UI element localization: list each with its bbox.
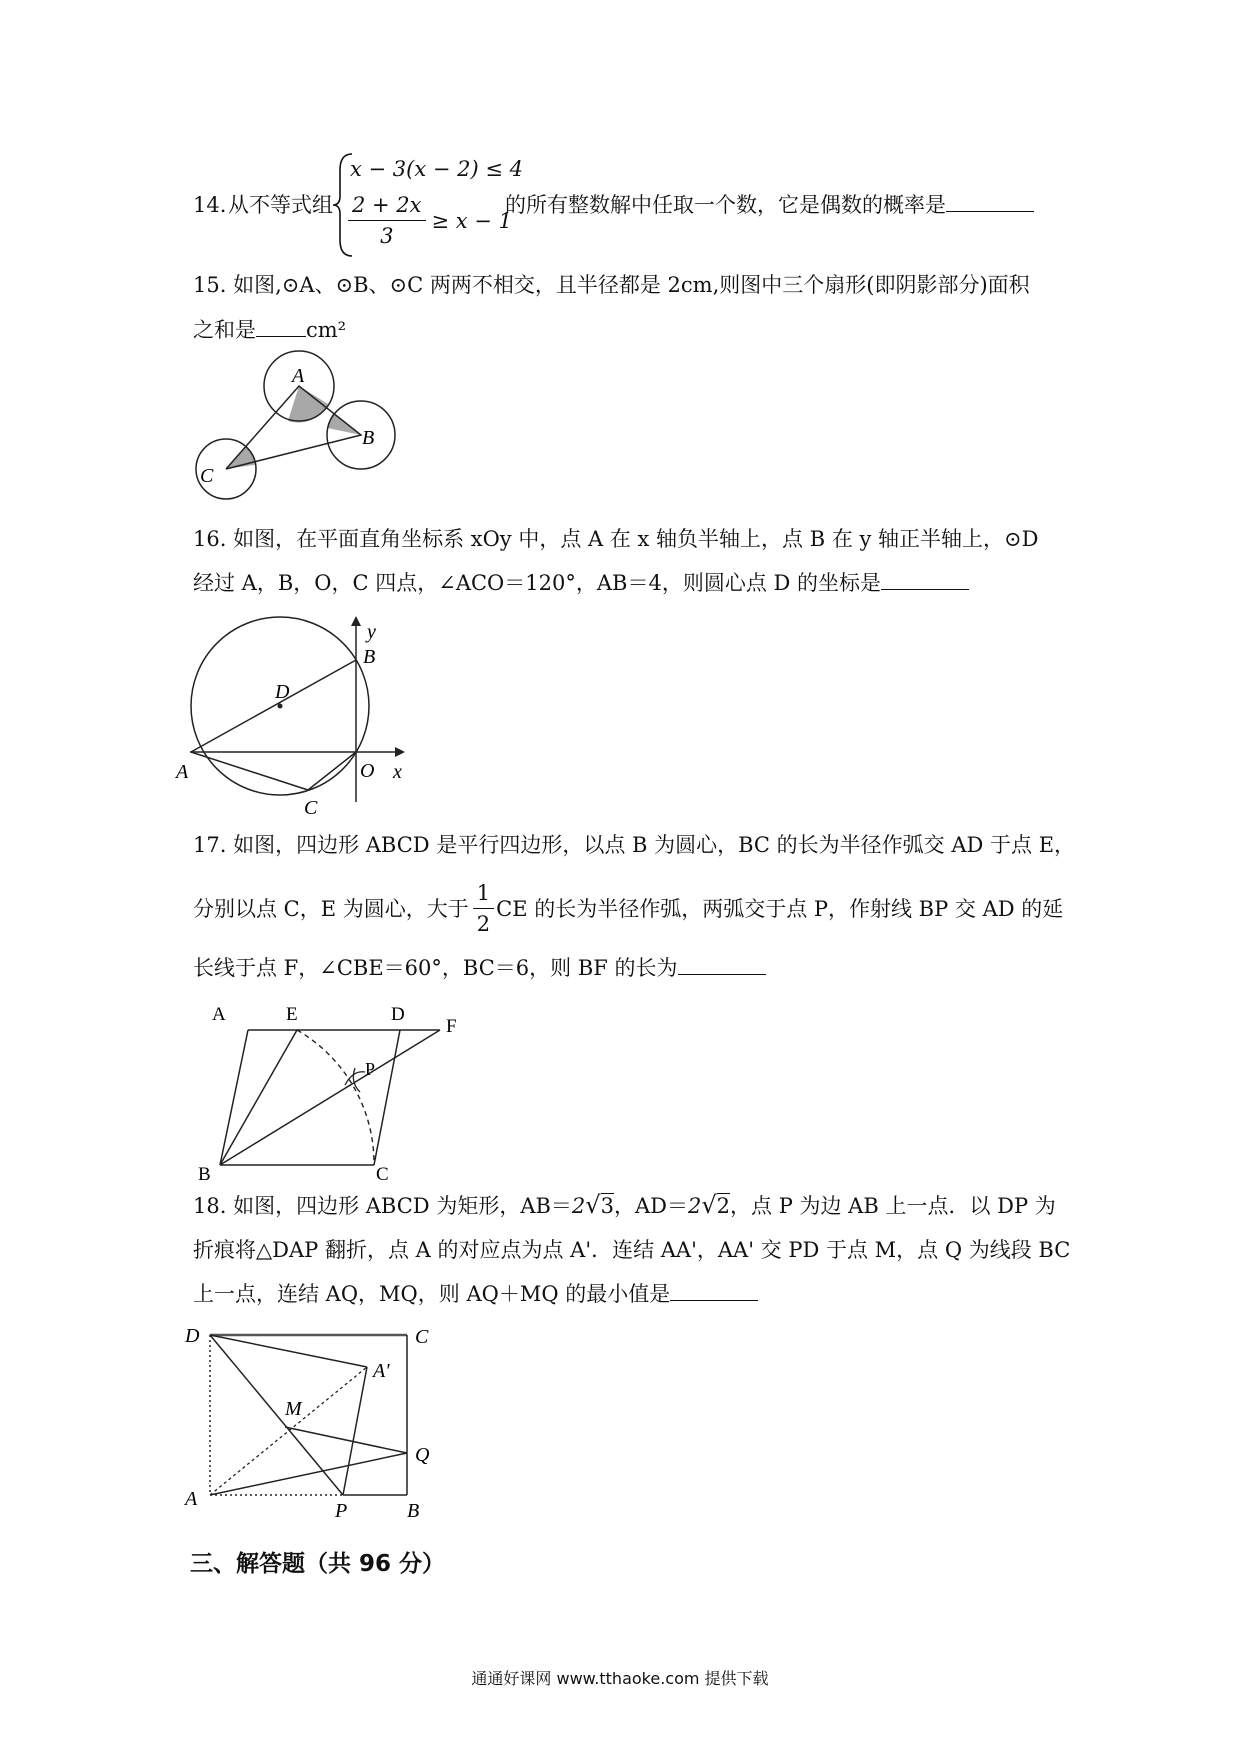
segment-a1p — [343, 1367, 367, 1495]
label-y: y — [367, 621, 376, 643]
y-axis-arrow — [351, 616, 361, 626]
section-heading: 三、解答题（共 96 分） — [190, 1551, 446, 1577]
q18-ab-sqrt: √ — [585, 1191, 601, 1219]
q18-line-1-post: ，点 P 为边 AB 上一点．以 DP 为 — [730, 1194, 1056, 1218]
label-p: P — [365, 1059, 376, 1079]
q14-fraction — [348, 190, 426, 251]
segment-be — [220, 1030, 297, 1165]
q15-line-2-text: 之和是 — [193, 318, 256, 342]
segment-ab — [191, 660, 356, 752]
arc-ec — [297, 1030, 374, 1165]
label-a: A — [185, 1488, 198, 1510]
q17-fraction — [473, 878, 494, 939]
label-a: A — [176, 761, 189, 783]
ray-bf — [220, 1030, 440, 1165]
q18-line-2: 折痕将△DAP 翻折，点 A 的对应点为点 A'．连结 AA'，AA' 交 PD 于点 M，点 Q 为线段 BC — [193, 1238, 1071, 1262]
label-b: B — [363, 646, 376, 668]
label-f: F — [446, 1016, 457, 1037]
q14-frac-numerator: 2 + 2x — [348, 190, 426, 221]
label-m: M — [285, 1398, 302, 1420]
q18-line-1-pre: 18. 如图，四边形 ABCD 为矩形，AB＝ — [193, 1194, 572, 1218]
segment-mq — [285, 1427, 407, 1453]
q17-line-2-pre: 分别以点 C，E 为圆心，大于 — [193, 896, 469, 921]
q17-answer-blank — [678, 956, 766, 975]
label-a: A — [292, 365, 305, 387]
q16-line-2-text: 经过 A，B，O，C 四点，∠ACO＝120°，AB＝4，则圆心点 D 的坐标是 — [193, 571, 882, 595]
q17-line-2-post: CE 的长为半径作弧，两弧交于点 P，作射线 BP 交 AD 的延 — [496, 896, 1064, 921]
label-e: E — [286, 1004, 298, 1025]
segments-aco — [191, 752, 356, 790]
q18-ad-radicand: 2 — [716, 1194, 731, 1218]
q17-line-3-text: 长线于点 F，∠CBE＝60°，BC＝6，则 BF 的长为 — [193, 956, 678, 980]
footer-text: 通通好课网 www.tthaoke.com 提供下载 — [471, 1669, 769, 1688]
q16-line-2 — [193, 568, 969, 598]
q14-prefix: 从不等式组 — [228, 193, 333, 217]
q15-figure — [180, 350, 410, 510]
segment-aa1 — [210, 1367, 367, 1495]
q16-figure — [176, 610, 420, 819]
q18-ab-coefficient: 2 — [571, 1194, 586, 1218]
label-b: B — [407, 1500, 420, 1522]
q14-number: 14. — [193, 193, 227, 217]
label-b: B — [362, 427, 375, 449]
label-b: B — [198, 1164, 211, 1185]
q14-frac-denominator: 3 — [380, 224, 394, 248]
x-axis-arrow — [395, 747, 405, 757]
q15-unit: cm² — [306, 318, 347, 342]
side-ab — [220, 1030, 248, 1165]
center-d — [278, 704, 283, 709]
q18-answer-blank — [670, 1282, 758, 1301]
q16-line-1: 16. 如图，在平面直角坐标系 xOy 中，点 A 在 x 轴负半轴上，点 B 在 y 轴正半轴上，⊙D — [193, 527, 1039, 551]
q17-frac-denominator: 2 — [476, 912, 491, 936]
q14-inequality-2 — [348, 190, 512, 251]
label-p: P — [335, 1500, 348, 1522]
label-c: C — [376, 1164, 389, 1185]
q18-line-3 — [193, 1279, 758, 1309]
q14-suffix-text: 的所有整数解中任取一个数，它是偶数的概率是 — [505, 193, 946, 217]
q18-ad-sqrt: √ — [701, 1191, 717, 1219]
q18-ad-coefficient: 2 — [687, 1194, 702, 1218]
q18-ab-radicand: 3 — [600, 1194, 614, 1218]
label-c: C — [415, 1326, 429, 1348]
label-c: C — [304, 797, 318, 819]
label-c: C — [200, 465, 214, 487]
q17-figure — [190, 1000, 480, 1185]
q17-line-2 — [193, 878, 1063, 939]
q18-line-3-text: 上一点，连结 AQ，MQ，则 AQ＋MQ 的最小值是 — [193, 1282, 671, 1306]
q18-line-1-mid: ，AD＝ — [613, 1194, 688, 1218]
q14-answer-blank — [946, 193, 1034, 212]
label-x: x — [393, 761, 402, 783]
q18-line-1 — [193, 1190, 1056, 1221]
segment-aq — [210, 1453, 407, 1495]
q15-line-1: 15. 如图,⊙A、⊙B、⊙C 两两不相交，且半径都是 2cm,则图中三个扇形(即阴影部分)面积 — [193, 273, 1030, 297]
label-d: D — [275, 681, 290, 703]
q17-frac-numerator: 1 — [473, 878, 494, 909]
q18-figure — [185, 1315, 445, 1525]
label-o: O — [360, 760, 375, 782]
q14-inequality-1: x − 3(x − 2) ≤ 4 — [350, 157, 523, 181]
q15-answer-blank — [256, 318, 306, 337]
q16-answer-blank — [881, 571, 969, 590]
label-a: A — [212, 1004, 226, 1025]
q14-inequality-2-rest: ≥ x − 1 — [431, 208, 512, 233]
label-d: D — [391, 1004, 405, 1025]
label-q: Q — [415, 1444, 430, 1466]
label-a-prime: A′ — [373, 1360, 390, 1382]
q17-line-3 — [193, 953, 766, 983]
q14-suffix — [505, 190, 1034, 220]
q15-line-2 — [193, 315, 346, 345]
side-cd — [374, 1030, 400, 1165]
q17-line-1: 17. 如图，四边形 ABCD 是平行四边形，以点 B 为圆心，BC 的长为半径作弧交 AD 于点 E， — [193, 833, 1076, 857]
label-d: D — [185, 1325, 200, 1347]
